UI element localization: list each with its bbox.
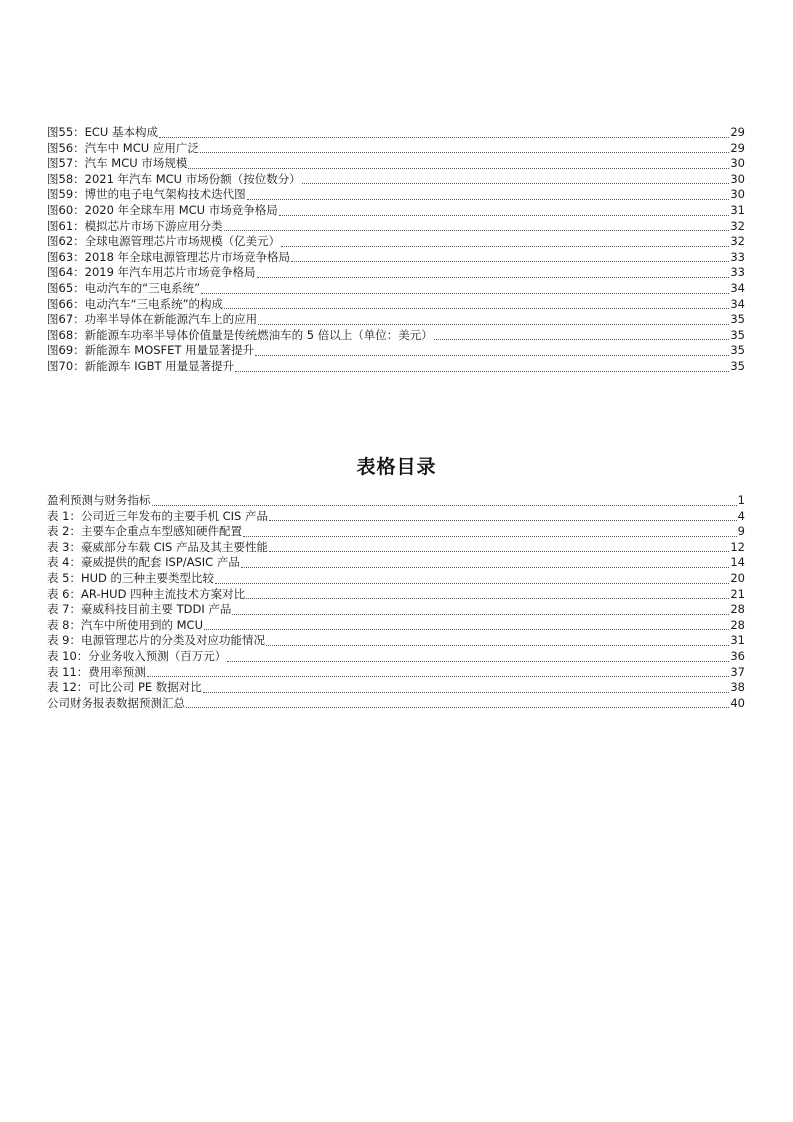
toc-entry[interactable]: [47, 141, 745, 157]
toc-entry-label: 表 11：费用率预测: [47, 664, 146, 679]
toc-entry[interactable]: [47, 540, 745, 556]
toc-entry[interactable]: [47, 328, 745, 344]
dot-leader: [269, 519, 737, 521]
toc-entry-label: 图64：2019 年汽车用芯片市场竞争格局: [47, 265, 256, 280]
dot-leader: [159, 136, 729, 138]
toc-entry-label: 图66：电动汽车“三电系统”的构成: [47, 296, 224, 311]
toc-entry[interactable]: [47, 359, 745, 375]
toc-entry-page-number: 34: [730, 280, 745, 295]
toc-entry-label: 图55：ECU 基本构成: [47, 125, 159, 139]
toc-entry-label: 图56：汽车中 MCU 应用广泛: [47, 140, 199, 155]
toc-entry-page-number: 29: [730, 125, 745, 139]
figure-list: [47, 125, 745, 375]
toc-entry-label: 图69：新能源车 MOSFET 用量显著提升: [47, 343, 255, 358]
toc-entry[interactable]: [47, 187, 745, 203]
toc-entry[interactable]: [47, 571, 745, 587]
dot-leader: [200, 151, 730, 153]
toc-entry-page-number: 36: [730, 648, 745, 663]
toc-entry[interactable]: [47, 297, 745, 313]
toc-entry[interactable]: [47, 555, 745, 571]
dot-leader: [241, 566, 729, 568]
dot-leader: [257, 276, 730, 278]
table-list: [47, 493, 745, 711]
dot-leader: [291, 260, 729, 262]
toc-entry-label: 表 4：豪威提供的配套 ISP/ASIC 产品: [47, 555, 240, 570]
dot-leader: [258, 323, 729, 325]
toc-entry-page-number: 35: [730, 312, 745, 327]
toc-entry[interactable]: [47, 250, 745, 266]
dot-leader: [269, 550, 729, 552]
dot-leader: [281, 245, 729, 247]
toc-entry[interactable]: [47, 312, 745, 328]
dot-leader: [235, 370, 729, 372]
dot-leader: [247, 198, 730, 200]
toc-entry-page-number: 35: [730, 327, 745, 342]
dot-leader: [246, 597, 729, 599]
toc-entry[interactable]: [47, 665, 745, 681]
toc-entry-page-number: 1: [737, 493, 745, 507]
toc-entry[interactable]: [47, 281, 745, 297]
toc-entry-page-number: 38: [730, 680, 745, 695]
toc-entry[interactable]: [47, 696, 745, 712]
dot-leader: [186, 706, 729, 708]
toc-entry[interactable]: [47, 265, 745, 281]
toc-entry-page-number: 34: [730, 296, 745, 311]
table-list-heading: 表格目录: [356, 456, 437, 478]
toc-entry-label: 表 5：HUD 的三种主要类型比较: [47, 570, 215, 585]
dot-leader: [227, 660, 729, 662]
toc-entry[interactable]: [47, 680, 745, 696]
toc-entry-label: 图68：新能源车功率半导体价值量是传统燃油车的 5 倍以上（单位：美元）: [47, 327, 433, 342]
toc-entry-page-number: 35: [730, 343, 745, 358]
toc-entry-page-number: 20: [730, 570, 745, 585]
toc-entry-page-number: 32: [730, 218, 745, 233]
dot-leader: [266, 644, 729, 646]
toc-entry-page-number: 33: [730, 249, 745, 264]
toc-entry-label: 图57：汽车 MCU 市场规模: [47, 156, 188, 171]
toc-entry-label: 图62：全球电源管理芯片市场规模（亿美元）: [47, 234, 281, 249]
dot-leader: [243, 535, 737, 537]
dot-leader: [224, 307, 729, 309]
toc-entry-page-number: 30: [730, 156, 745, 171]
toc-entry-label: 公司财务报表数据预测汇总: [47, 695, 185, 710]
toc-entry[interactable]: [47, 493, 745, 509]
toc-entry-page-number: 4: [737, 508, 745, 523]
toc-entry-page-number: 21: [730, 586, 745, 601]
toc-entry[interactable]: [47, 618, 745, 634]
toc-entry-label: 图70：新能源车 IGBT 用量显著提升: [47, 358, 235, 373]
toc-entry[interactable]: [47, 524, 745, 540]
toc-entry-label: 表 6：AR-HUD 四种主流技术方案对比: [47, 586, 246, 601]
dot-leader: [203, 691, 730, 693]
dot-leader: [279, 214, 730, 216]
toc-entry[interactable]: [47, 649, 745, 665]
toc-entry-page-number: 30: [730, 171, 745, 186]
dot-leader: [302, 182, 730, 184]
dot-leader: [255, 354, 729, 356]
toc-entry-page-number: 31: [730, 202, 745, 217]
toc-entry-label: 表 3：豪威部分车载 CIS 产品及其主要性能: [47, 539, 269, 554]
toc-entry-label: 图65：电动汽车的“三电系统”: [47, 280, 201, 295]
toc-entry-page-number: 32: [730, 234, 745, 249]
toc-entry-label: 图60：2020 年全球车用 MCU 市场竞争格局: [47, 202, 278, 217]
dot-leader: [201, 292, 729, 294]
toc-entry-page-number: 29: [730, 140, 745, 155]
toc-entry-label: 图67：功率半导体在新能源汽车上的应用: [47, 312, 258, 327]
dot-leader: [224, 229, 730, 231]
toc-entry[interactable]: [47, 633, 745, 649]
toc-entry-label: 表 7：豪威科技目前主要 TDDI 产品: [47, 602, 232, 617]
toc-entry-label: 图63：2018 年全球电源管理芯片市场竞争格局: [47, 249, 291, 264]
toc-entry[interactable]: [47, 219, 745, 235]
toc-entry-page-number: 37: [730, 664, 745, 679]
toc-entry[interactable]: [47, 343, 745, 359]
dot-leader: [147, 675, 730, 677]
toc-entry[interactable]: [47, 125, 745, 141]
toc-entry-label: 表 9：电源管理芯片的分类及对应功能情况: [47, 633, 265, 648]
toc-entry[interactable]: [47, 602, 745, 618]
toc-entry-page-number: 31: [730, 633, 745, 648]
toc-entry[interactable]: [47, 509, 745, 525]
toc-entry-page-number: 30: [730, 187, 745, 202]
toc-entry-label: 表 2：主要车企重点车型感知硬件配置: [47, 524, 242, 539]
toc-entry-page-number: 28: [730, 617, 745, 632]
toc-entry[interactable]: [47, 587, 745, 603]
toc-entry-page-number: 28: [730, 602, 745, 617]
toc-entry[interactable]: [47, 172, 745, 188]
dot-leader: [215, 582, 729, 584]
toc-entry-label: 表 12：可比公司 PE 数据对比: [47, 680, 202, 695]
toc-entry-page-number: 14: [730, 555, 745, 570]
toc-entry-page-number: 9: [737, 524, 745, 539]
toc-entry-label: 图59：博世的电子电气架构技术迭代图: [47, 187, 246, 202]
dot-leader: [204, 628, 729, 630]
toc-entry-page-number: 35: [730, 358, 745, 373]
toc-entry-label: 表 10：分业务收入预测（百万元）: [47, 648, 227, 663]
toc-entry[interactable]: [47, 203, 745, 219]
toc-entry-page-number: 40: [730, 695, 745, 710]
toc-entry-label: 表 8：汽车中所使用到的 MCU: [47, 617, 203, 632]
toc-entry-label: 图58：2021 年汽车 MCU 市场份额（按位数分）: [47, 171, 301, 186]
dot-leader: [188, 167, 729, 169]
toc-entry-label: 盈利预测与财务指标: [47, 493, 151, 507]
toc-entry-label: 表 1：公司近三年发布的主要手机 CIS 产品: [47, 508, 269, 523]
toc-entry[interactable]: [47, 234, 745, 250]
dot-leader: [152, 504, 737, 506]
dot-leader: [232, 613, 729, 615]
toc-entry-label: 图61：模拟芯片市场下游应用分类: [47, 218, 223, 233]
dot-leader: [434, 338, 730, 340]
toc-entry[interactable]: [47, 156, 745, 172]
toc-entry-page-number: 33: [730, 265, 745, 280]
toc-entry-page-number: 12: [730, 539, 745, 554]
